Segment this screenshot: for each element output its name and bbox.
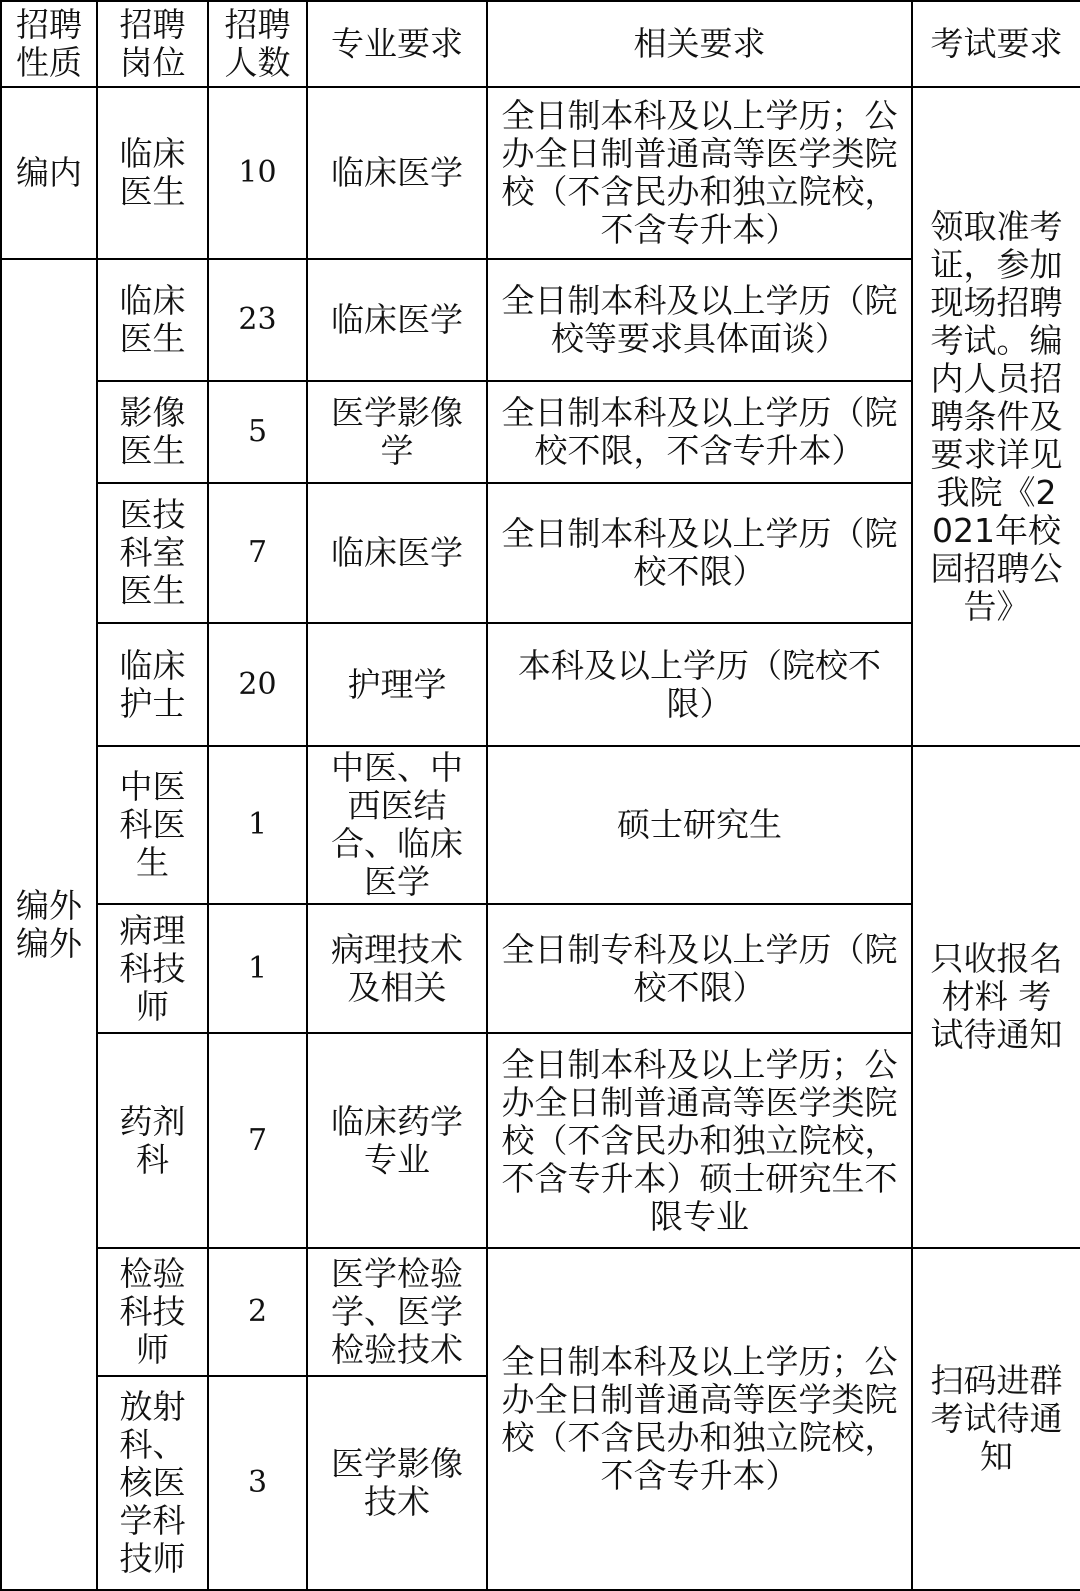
count-cell: 23 [208,259,307,381]
major-cell: 护理学 [307,623,487,746]
header-post: 招聘岗位 [97,1,208,87]
exam-cell: 扫码进群考试待通知 [912,1248,1080,1590]
major-cell: 病理技术及相关 [307,904,487,1033]
major-cell: 临床医学 [307,87,487,259]
major-cell: 中医、中西医结合、临床医学 [307,746,487,904]
header-requirement: 相关要求 [487,1,912,87]
requirement-cell: 全日制本科及以上学历（院校等要求具体面谈） [487,259,912,381]
header-nature: 招聘性质 [1,1,97,87]
post-cell: 检验科技师 [97,1248,208,1376]
count-cell: 1 [208,904,307,1033]
post-cell: 放射科、核医学科技师 [97,1376,208,1590]
requirement-cell: 全日制本科及以上学历（院校不限，不含专升本） [487,381,912,483]
count-cell: 7 [208,483,307,623]
count-cell: 10 [208,87,307,259]
exam-cell: 领取准考证，参加现场招聘考试。编内人员招聘条件及要求详见我院《2021年校园招聘公告》 [912,87,1080,746]
post-cell: 药剂科 [97,1033,208,1248]
header-major: 专业要求 [307,1,487,87]
table-row [1,1248,1080,1376]
count-cell: 1 [208,746,307,904]
post-cell: 病理科技师 [97,904,208,1033]
post-cell: 临床医生 [97,87,208,259]
major-cell: 临床药学专业 [307,1033,487,1248]
exam-cell: 只收报名材料 考试待通知 [912,746,1080,1248]
nature-cell: 编内 [1,87,97,259]
count-cell: 7 [208,1033,307,1248]
table-row [1,87,1080,259]
count-cell: 20 [208,623,307,746]
requirement-cell: 本科及以上学历（院校不限） [487,623,912,746]
count-cell: 2 [208,1248,307,1376]
major-cell: 临床医学 [307,259,487,381]
major-cell: 医学影像技术 [307,1376,487,1590]
table-row [1,746,1080,904]
header-count: 招聘人数 [208,1,307,87]
header-row [1,1,1080,87]
requirement-cell: 硕士研究生 [487,746,912,904]
requirement-cell: 全日制本科及以上学历；公办全日制普通高等医学类院校（不含民办和独立院校，不含专升本） [487,1248,912,1590]
requirement-cell: 全日制本科及以上学历；公办全日制普通高等医学类院校（不含民办和独立院校，不含专升本）硕士研究生不限专业 [487,1033,912,1248]
post-cell: 临床护士 [97,623,208,746]
count-cell: 3 [208,1376,307,1590]
header-exam: 考试要求 [912,1,1080,87]
major-cell: 医学检验学、医学检验技术 [307,1248,487,1376]
post-cell: 影像医生 [97,381,208,483]
major-cell: 医学影像学 [307,381,487,483]
post-cell: 中医科医生 [97,746,208,904]
count-cell: 5 [208,381,307,483]
major-cell: 临床医学 [307,483,487,623]
requirement-cell: 全日制本科及以上学历；公办全日制普通高等医学类院校（不含民办和独立院校，不含专升本） [487,87,912,259]
nature-cell: 编外编外 [1,259,97,1590]
post-cell: 临床医生 [97,259,208,381]
post-cell: 医技科室医生 [97,483,208,623]
requirement-cell: 全日制专科及以上学历（院校不限） [487,904,912,1033]
requirement-cell: 全日制本科及以上学历（院校不限） [487,483,912,623]
